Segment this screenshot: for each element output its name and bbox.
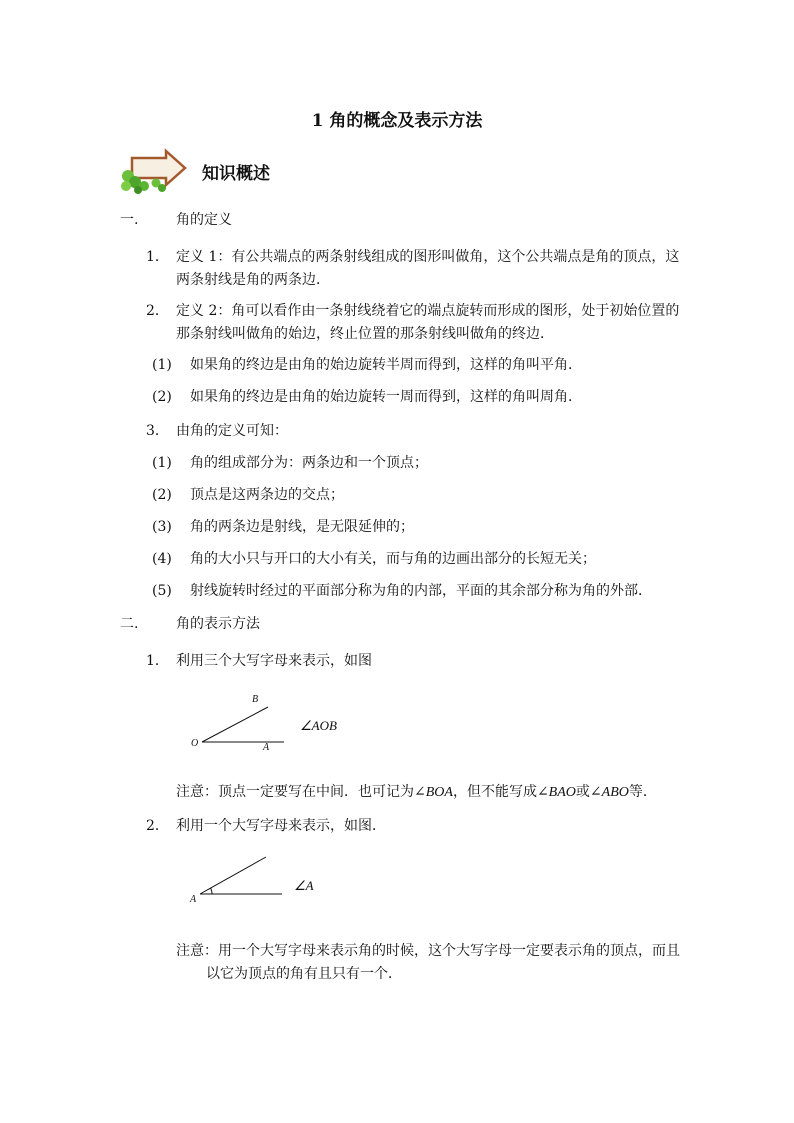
sub-item-text: 如果角的终边是由角的始边旋转一周而得到，这样的角叫周角． (190, 389, 582, 405)
part1-number: 一. (120, 212, 139, 228)
item-number: 1． (146, 653, 169, 669)
sub-number: (2) (152, 487, 172, 503)
item-number: 3． (146, 423, 169, 439)
angle-aob-figure (188, 690, 358, 760)
point-a-label: A (263, 742, 270, 753)
angle-label: ∠A (294, 878, 314, 893)
note-text: 注意：顶点一定要写在中间．也可记为 (176, 784, 414, 800)
definition-2-line2: 那条射线叫做角的始边，终止位置的那条射线叫做角的终边． (176, 326, 554, 342)
sub-item-text: 角的组成部分为：两条边和一个顶点； (190, 455, 428, 471)
item-text: 利用三个大写字母来表示，如图 (176, 653, 372, 669)
definition-2-line1: 定义 2：角可以看作由一条射线绕着它的端点旋转而形成的图形，处于初始位置的 (176, 303, 680, 319)
item-number: 1． (146, 249, 169, 265)
note-text: 等． (628, 784, 657, 800)
sub-item-text: 顶点是这两条边的交点； (190, 487, 344, 503)
angle-label: ∠AOB (300, 718, 337, 733)
sub-number: (3) (152, 519, 172, 535)
sub-number: (4) (152, 551, 172, 567)
item-text: 由角的定义可知： (176, 423, 288, 439)
part2-heading: 角的表示方法 (176, 616, 260, 632)
arrow-clover-icon (118, 148, 190, 196)
math-angle: ∠BAO (536, 785, 576, 800)
sub-item-text: 如果角的终边是由角的始边旋转半周而得到，这样的角叫平角． (190, 357, 582, 373)
definition-1-line2: 两条射线是角的两条边． (176, 272, 330, 288)
note-2-line2: 以它为顶点的角有且只有一个． (206, 966, 402, 982)
part1-heading: 角的定义 (176, 212, 232, 228)
sub-item-text: 射线旋转时经过的平面部分称为角的内部，平面的其余部分称为角的外部． (190, 583, 652, 599)
math-angle: ∠ABO (589, 785, 629, 800)
note-text: ，但不能写成 (452, 784, 537, 800)
angle-a-figure (186, 850, 336, 910)
definition-1-line1: 定义 1：有公共端点的两条射线组成的图形叫做角，这个公共端点是角的顶点，这 (176, 249, 680, 265)
item-text: 利用一个大写字母来表示，如图． (176, 818, 386, 834)
note-2-line1: 注意：用一个大写字母来表示角的时候，这个大写字母一定要表示角的顶点，而且 (176, 943, 680, 959)
page-title: 1 角的概念及表示方法 (311, 111, 483, 131)
section-header: 知识概述 (202, 164, 270, 184)
note-text: 或 (575, 784, 590, 800)
note-1 (176, 781, 657, 804)
sub-item-text: 角的大小只与开口的大小有关，而与角的边画出部分的长短无关； (190, 551, 596, 567)
sub-number: (5) (152, 583, 172, 599)
sub-item-text: 角的两条边是射线，是无限延伸的； (190, 519, 414, 535)
point-b-label: B (252, 694, 259, 705)
sub-number: (2) (152, 389, 172, 405)
point-o-label: O (191, 738, 199, 749)
part2-number: 二. (120, 616, 139, 632)
item-number: 2． (146, 818, 169, 834)
math-angle: ∠BOA (414, 785, 453, 800)
item-number: 2． (146, 303, 169, 319)
point-a-label: A (190, 894, 197, 905)
sub-number: (1) (152, 455, 172, 471)
sub-number: (1) (152, 357, 172, 373)
